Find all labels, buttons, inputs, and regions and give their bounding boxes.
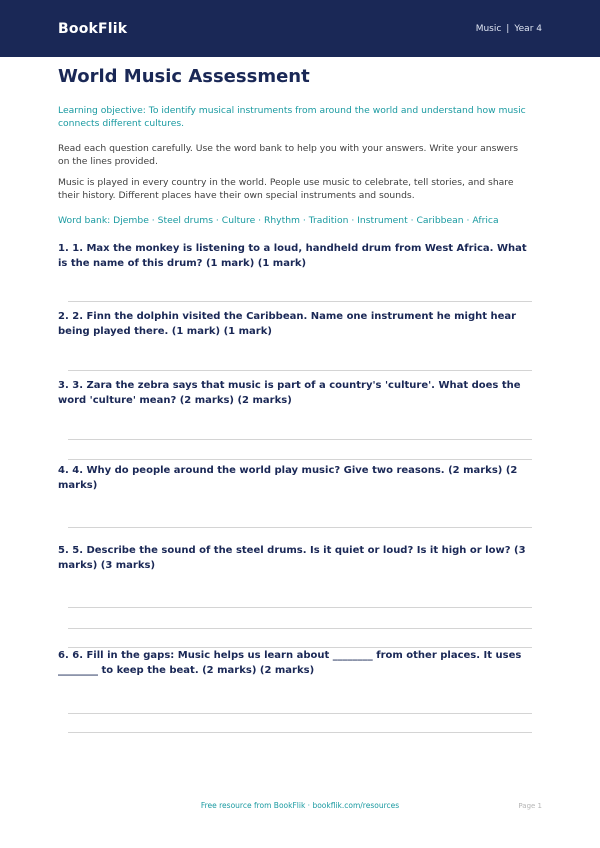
question-text: 1. 1. Max the monkey is listening to a loud, handheld drum from West Africa. What is the name of this drum? (1 mark) (1 mark) xyxy=(58,243,527,269)
question-4 xyxy=(58,463,532,528)
answer-line[interactable] xyxy=(68,713,532,714)
question-5 xyxy=(58,543,532,648)
answer-line[interactable] xyxy=(68,607,532,608)
question-text: 5. 5. Describe the sound of the steel drums. Is it quiet or loud? Is it high or low? (3 marks) (3 marks) xyxy=(58,545,526,571)
answer-line[interactable] xyxy=(68,628,532,629)
answer-line[interactable] xyxy=(68,732,532,733)
question-text: 4. 4. Why do people around the world play music? Give two reasons. (2 marks) (2 marks) xyxy=(58,465,518,491)
intro-paragraph: Music is played in every country in the world. People use music to celebrate, tell stories, and share their history. Different places have their own special instruments and sounds. xyxy=(58,177,514,201)
page-title: World Music Assessment xyxy=(58,66,310,87)
brand-logo[interactable]: BookFlik xyxy=(58,20,128,37)
question-text: 2. 2. Finn the dolphin visited the Caribbean. Name one instrument he might hear being played there. (1 mark) (1 mark) xyxy=(58,311,517,337)
question-6 xyxy=(58,648,532,733)
question-3 xyxy=(58,378,532,460)
learning-objective: Learning objective: To identify musical instruments from around the world and understand how music connects different cultures. xyxy=(58,105,526,129)
question-2 xyxy=(58,309,532,371)
page-header xyxy=(0,0,600,57)
subject-label: Music xyxy=(475,23,502,34)
answer-line[interactable] xyxy=(68,439,532,440)
answer-line[interactable] xyxy=(68,459,532,460)
answer-line[interactable] xyxy=(68,301,532,302)
page-number: Page 1 xyxy=(518,802,542,810)
answer-line[interactable] xyxy=(68,527,532,528)
question-1 xyxy=(58,241,532,302)
question-text: 6. 6. Fill in the gaps: Music helps us learn about ________ from other places. It uses ________ to keep the beat. (2 marks) (2 marks) xyxy=(58,650,522,676)
instructions: Read each question carefully. Use the word bank to help you with your answers. Write your answers on the lines provided. xyxy=(58,143,519,167)
word-bank: Word bank: Djembe · Steel drums · Culture · Rhythm · Tradition · Instrument · Caribbean · Africa xyxy=(58,215,499,226)
answer-line[interactable] xyxy=(68,370,532,371)
worksheet-content xyxy=(58,64,532,733)
footer-link[interactable]: Free resource from BookFlik · bookflik.com/resources xyxy=(200,801,400,810)
question-text: 3. 3. Zara the zebra says that music is part of a country's 'culture'. What does the word 'culture' mean? (2 marks) (2 marks) xyxy=(58,380,521,406)
meta-separator: | xyxy=(506,23,510,34)
header-meta xyxy=(476,24,542,34)
year-label: Year 4 xyxy=(514,23,542,34)
